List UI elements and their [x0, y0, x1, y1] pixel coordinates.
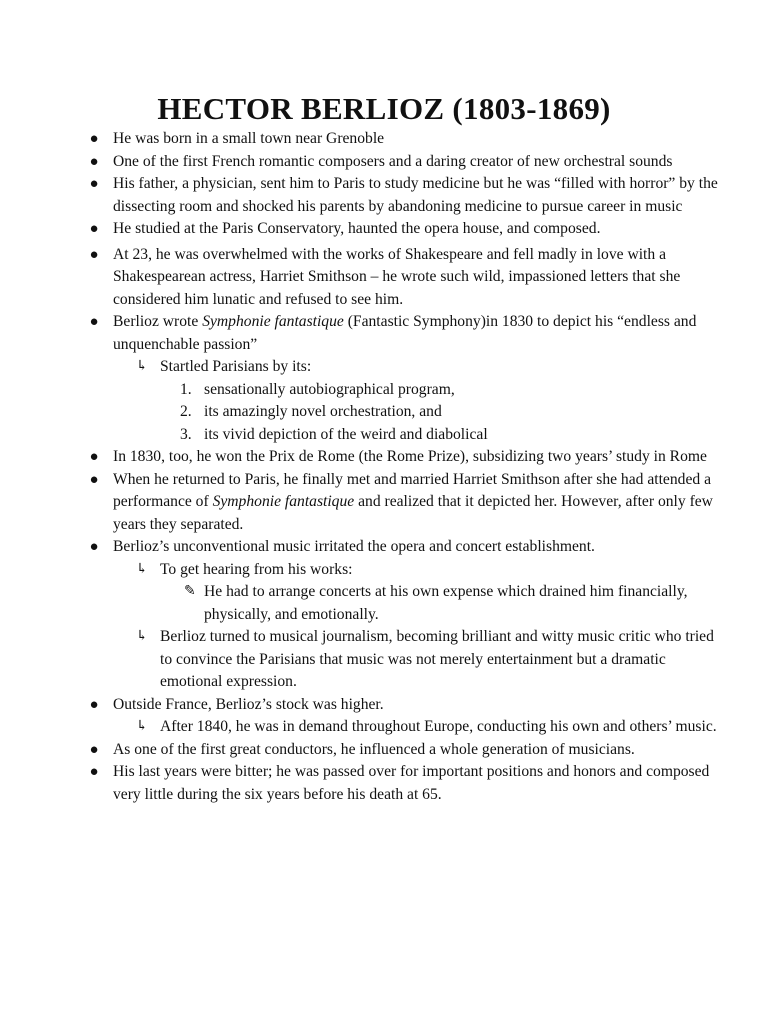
bullet-icon: ● — [89, 176, 99, 192]
bullet-studied: ● He studied at the Paris Conservatory, haunted the opera house, and composed. — [88, 218, 728, 241]
bullet-returned: ● When he returned to Paris, he finally met and married Harriet Smithson after she had attended a performance of Symphonie fantastique and realized that it depicted her. However, after only few years they separated. — [89, 470, 713, 533]
arrow-icon: ↳ — [136, 561, 148, 577]
bullet-unconventional: ● Berlioz’s unconventional music irritated the opera and concert establishment. — [88, 536, 728, 559]
pen-icon: ✎ — [184, 584, 196, 599]
bullet-icon: ● — [89, 696, 99, 713]
bullet-icon: ● — [89, 449, 99, 465]
sub-bullet-after-1840: ↳ After 1840, he was in demand throughout Europe, conducting his own and others’ music. — [88, 716, 728, 739]
page-title: HECTOR BERLIOZ (1803-1869) — [157, 91, 611, 126]
bullet-icon: ● — [89, 471, 99, 488]
numbered-item: 3. its vivid depiction of the weird and diabolical — [180, 425, 488, 443]
bullet-icon: ● — [89, 131, 99, 147]
numbered-item: 1. sensationally autobiographical program, — [180, 380, 455, 398]
bullet-last-years: ● His last years were bitter; he was passed over for important positions and honors and composed very little during the six years before his death at 65. — [89, 763, 710, 803]
bullet-wrote: ● Berlioz wrote Symphonie fantastique (Fantastic Symphony)in 1830 to depict his “endless and unquenchable passion” — [89, 313, 697, 353]
work-title: Symphonie fantastique — [212, 493, 355, 510]
bullet-first-romantic: ● One of the first French romantic composers and a daring creator of new orchestral sounds — [88, 151, 728, 174]
bullet-at-23: ● At 23, he was overwhelmed with the works of Shakespeare and fell madly in love with a Shakespearean actress, Harriet Smithson – he wrote such wild, impassioned letters that she considered him lunatic and refused to see him. — [89, 245, 681, 308]
bullet-icon: ● — [89, 314, 99, 330]
bullet-icon: ● — [89, 153, 99, 170]
bullet-father: ● His father, a physician, sent him to Paris to study medicine but he was “filled with horror” by the dissecting room and shocked his parents by abandoning medicine to pursue career in music — [89, 175, 718, 215]
document-body — [88, 128, 728, 806]
bullet-icon: ● — [89, 539, 99, 555]
sub-bullet-hearing: ↳ To get hearing from his works: — [88, 559, 728, 582]
sub-sub-bullet-concerts: ✎ He had to arrange concerts at his own expense which drained him financially, physically, and emotionally. — [184, 583, 688, 623]
bullet-icon: ● — [89, 246, 99, 263]
arrow-icon: ↳ — [136, 629, 148, 644]
work-title: Symphonie fantastique — [202, 313, 344, 330]
numbered-item: 2. its amazingly novel orchestration, and — [180, 403, 442, 420]
sub-bullet-journalism: ↳ Berlioz turned to musical journalism, becoming brilliant and witty music critic who tried to convince the Parisians that music was not merely entertainment but a dramatic emotional expression. — [136, 628, 714, 690]
bullet-icon: ● — [89, 741, 99, 758]
bullet-conductors: ● As one of the first great conductors, he influenced a whole generation of musicians. — [88, 739, 728, 762]
bullet-born: ● He was born in a small town near Grenoble — [88, 128, 728, 151]
arrow-icon: ↳ — [136, 359, 148, 374]
bullet-outside-france: ● Outside France, Berlioz’s stock was higher. — [88, 694, 728, 717]
bullet-prix-de-rome: ● In 1830, too, he won the Prix de Rome (the Rome Prize), subsidizing two years’ study in Rome — [88, 446, 728, 469]
bullet-icon: ● — [89, 764, 99, 780]
sub-bullet-startled: ↳ Startled Parisians by its: — [88, 356, 728, 379]
arrow-icon: ↳ — [136, 719, 148, 734]
bullet-icon: ● — [89, 221, 99, 237]
